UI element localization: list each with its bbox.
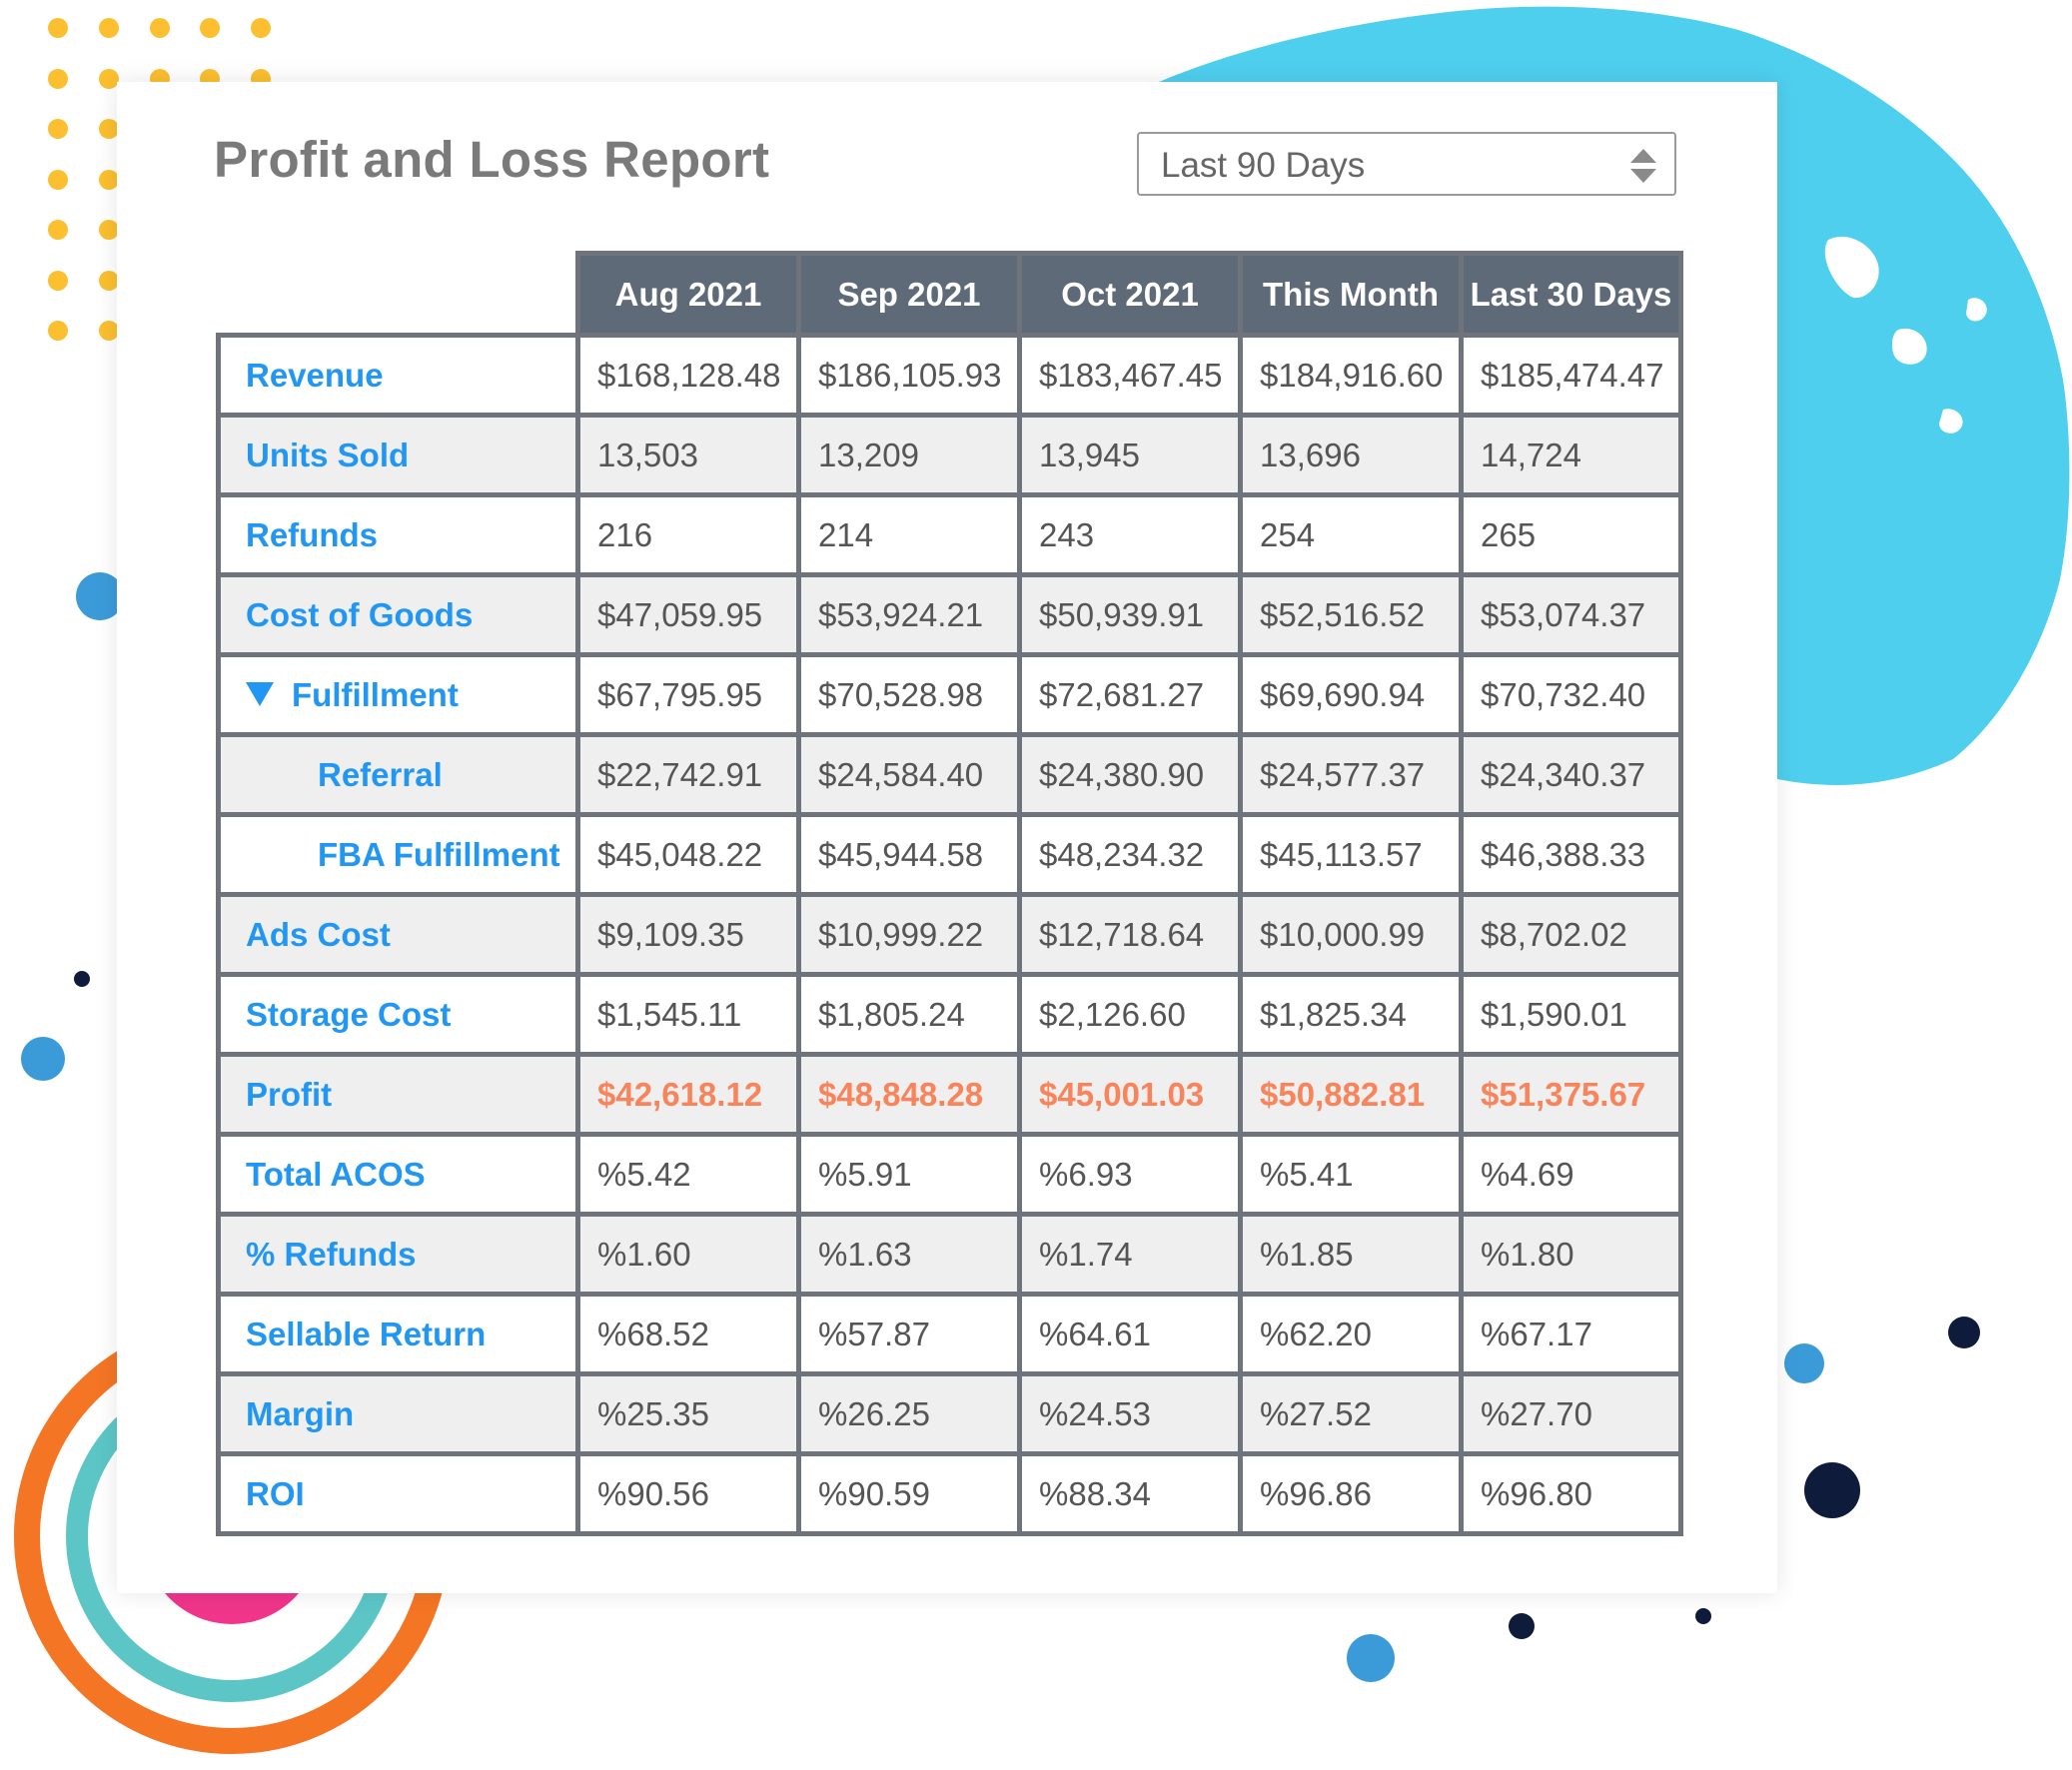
table-cell: $50,939.91 — [1020, 575, 1241, 655]
table-cell: $24,584.40 — [799, 735, 1020, 815]
table-cell: $45,944.58 — [799, 815, 1020, 895]
table-cell: $22,742.91 — [578, 735, 799, 815]
table-cell: %25.35 — [578, 1374, 799, 1454]
table-cell: %68.52 — [578, 1295, 799, 1374]
table-cell: $47,059.95 — [578, 575, 799, 655]
table-cell: $50,882.81 — [1241, 1055, 1462, 1135]
table-cell: 13,209 — [799, 416, 1020, 495]
table-cell: $1,545.11 — [578, 975, 799, 1055]
table-cell: %96.80 — [1462, 1454, 1681, 1534]
table-cell: $10,999.22 — [799, 895, 1020, 975]
table-row — [219, 575, 1681, 655]
row-label-cell[interactable] — [219, 336, 578, 416]
table-cell: $24,380.90 — [1020, 735, 1241, 815]
table-cell: 13,503 — [578, 416, 799, 495]
table-cell: $186,105.93 — [799, 336, 1020, 416]
table-cell: $8,702.02 — [1462, 895, 1681, 975]
table-cell: $52,516.52 — [1241, 575, 1462, 655]
period-select-value: Last 90 Days — [1161, 146, 1366, 185]
report-card — [117, 82, 1777, 1593]
table-cell: %90.59 — [799, 1454, 1020, 1534]
table-cell: $1,805.24 — [799, 975, 1020, 1055]
table-row — [219, 975, 1681, 1055]
table-cell: 13,945 — [1020, 416, 1241, 495]
row-label: Refunds — [246, 515, 378, 553]
table-row — [219, 336, 1681, 416]
table-row — [219, 735, 1681, 815]
table-cell: 14,724 — [1462, 416, 1681, 495]
table-cell: $24,340.37 — [1462, 735, 1681, 815]
table-row — [219, 1215, 1681, 1295]
table-cell: 214 — [799, 495, 1020, 575]
table-cell: $168,128.48 — [578, 336, 799, 416]
row-label-cell[interactable] — [219, 975, 578, 1055]
table-cell: $70,528.98 — [799, 655, 1020, 735]
row-label: ROI — [246, 1474, 305, 1512]
column-header[interactable]: Aug 2021 — [578, 254, 799, 336]
table-cell: 243 — [1020, 495, 1241, 575]
table-cell: %1.63 — [799, 1215, 1020, 1295]
row-label: Ads Cost — [246, 915, 391, 953]
table-cell: %67.17 — [1462, 1295, 1681, 1374]
table-cell: %1.80 — [1462, 1215, 1681, 1295]
row-label-cell[interactable] — [219, 895, 578, 975]
table-cell: $45,001.03 — [1020, 1055, 1241, 1135]
table-cell: %5.42 — [578, 1135, 799, 1215]
table-cell: 216 — [578, 495, 799, 575]
table-row — [219, 1135, 1681, 1215]
table-cell: $72,681.27 — [1020, 655, 1241, 735]
table-cell: %1.74 — [1020, 1215, 1241, 1295]
table-cell: 13,696 — [1241, 416, 1462, 495]
table-row — [219, 495, 1681, 575]
table-cell: %62.20 — [1241, 1295, 1462, 1374]
table-cell: $45,048.22 — [578, 815, 799, 895]
column-header[interactable]: Oct 2021 — [1020, 254, 1241, 336]
row-label: Cost of Goods — [246, 595, 474, 633]
table-cell: $10,000.99 — [1241, 895, 1462, 975]
table-cell: $70,732.40 — [1462, 655, 1681, 735]
table-header-row — [219, 254, 1681, 336]
row-label: Revenue — [246, 356, 384, 394]
row-label-cell[interactable] — [219, 1295, 578, 1374]
row-label-cell[interactable] — [219, 1215, 578, 1295]
table-cell: $24,577.37 — [1241, 735, 1462, 815]
row-label: Total ACOS — [246, 1155, 426, 1193]
row-label-cell[interactable] — [219, 416, 578, 495]
table-cell: $12,718.64 — [1020, 895, 1241, 975]
row-label: Units Sold — [246, 436, 410, 473]
sort-arrows-icon — [1628, 147, 1658, 185]
row-label: Sellable Return — [246, 1315, 487, 1352]
row-label: Storage Cost — [246, 995, 452, 1033]
row-label: % Refunds — [246, 1235, 417, 1273]
page-title: Profit and Loss Report — [214, 131, 770, 188]
table-cell: %57.87 — [799, 1295, 1020, 1374]
row-label: Referral — [318, 755, 443, 793]
row-label: Fulfillment — [292, 675, 459, 713]
table-cell: %88.34 — [1020, 1454, 1241, 1534]
table-cell: $183,467.45 — [1020, 336, 1241, 416]
column-header[interactable]: Sep 2021 — [799, 254, 1020, 336]
row-label-cell[interactable] — [219, 1454, 578, 1534]
row-label-cell[interactable] — [219, 1055, 578, 1135]
table-cell: 254 — [1241, 495, 1462, 575]
table-cell: $53,924.21 — [799, 575, 1020, 655]
table-cell: %6.93 — [1020, 1135, 1241, 1215]
table-cell: %1.85 — [1241, 1215, 1462, 1295]
row-label-cell[interactable] — [219, 495, 578, 575]
table-row — [219, 815, 1681, 895]
table-cell: $184,916.60 — [1241, 336, 1462, 416]
row-label-cell[interactable] — [219, 1135, 578, 1215]
table-cell: %4.69 — [1462, 1135, 1681, 1215]
table-cell: $185,474.47 — [1462, 336, 1681, 416]
table-body — [219, 336, 1681, 1534]
table-cell: $1,825.34 — [1241, 975, 1462, 1055]
table-cell: %27.52 — [1241, 1374, 1462, 1454]
profit-loss-table — [216, 251, 1683, 1536]
table-cell: %26.25 — [799, 1374, 1020, 1454]
table-cell: $53,074.37 — [1462, 575, 1681, 655]
column-header[interactable]: This Month — [1241, 254, 1462, 336]
table-cell: $69,690.94 — [1241, 655, 1462, 735]
table-corner-cell — [219, 254, 578, 336]
row-label: FBA Fulfillment — [318, 835, 560, 873]
table-cell: %27.70 — [1462, 1374, 1681, 1454]
row-label-cell[interactable] — [219, 1374, 578, 1454]
table-row — [219, 1055, 1681, 1135]
table-cell: %64.61 — [1020, 1295, 1241, 1374]
period-select[interactable] — [1137, 132, 1676, 196]
table-cell: $45,113.57 — [1241, 815, 1462, 895]
table-cell: $51,375.67 — [1462, 1055, 1681, 1135]
table-row — [219, 1374, 1681, 1454]
table-row — [219, 655, 1681, 735]
table-cell: %5.41 — [1241, 1135, 1462, 1215]
table-cell: %96.86 — [1241, 1454, 1462, 1534]
table-cell: $46,388.33 — [1462, 815, 1681, 895]
column-header[interactable]: Last 30 Days — [1462, 254, 1681, 336]
row-label: Margin — [246, 1394, 355, 1432]
row-label-cell[interactable] — [219, 655, 578, 735]
table-cell: $48,234.32 — [1020, 815, 1241, 895]
row-label-cell[interactable] — [219, 735, 578, 815]
table-row — [219, 1454, 1681, 1534]
table-cell: $48,848.28 — [799, 1055, 1020, 1135]
triangle-down-icon[interactable] — [246, 682, 274, 706]
table-row — [219, 895, 1681, 975]
table-cell: $1,590.01 — [1462, 975, 1681, 1055]
row-label: Profit — [246, 1075, 333, 1113]
table-row — [219, 1295, 1681, 1374]
table-cell: $67,795.95 — [578, 655, 799, 735]
table-cell: %24.53 — [1020, 1374, 1241, 1454]
table-cell: %1.60 — [578, 1215, 799, 1295]
row-label-cell[interactable] — [219, 575, 578, 655]
table-cell: $2,126.60 — [1020, 975, 1241, 1055]
table-cell: %90.56 — [578, 1454, 799, 1534]
table-cell: $9,109.35 — [578, 895, 799, 975]
table-cell: %5.91 — [799, 1135, 1020, 1215]
table-cell: 265 — [1462, 495, 1681, 575]
table-cell: $42,618.12 — [578, 1055, 799, 1135]
table-row — [219, 416, 1681, 495]
row-label-cell[interactable] — [219, 815, 578, 895]
